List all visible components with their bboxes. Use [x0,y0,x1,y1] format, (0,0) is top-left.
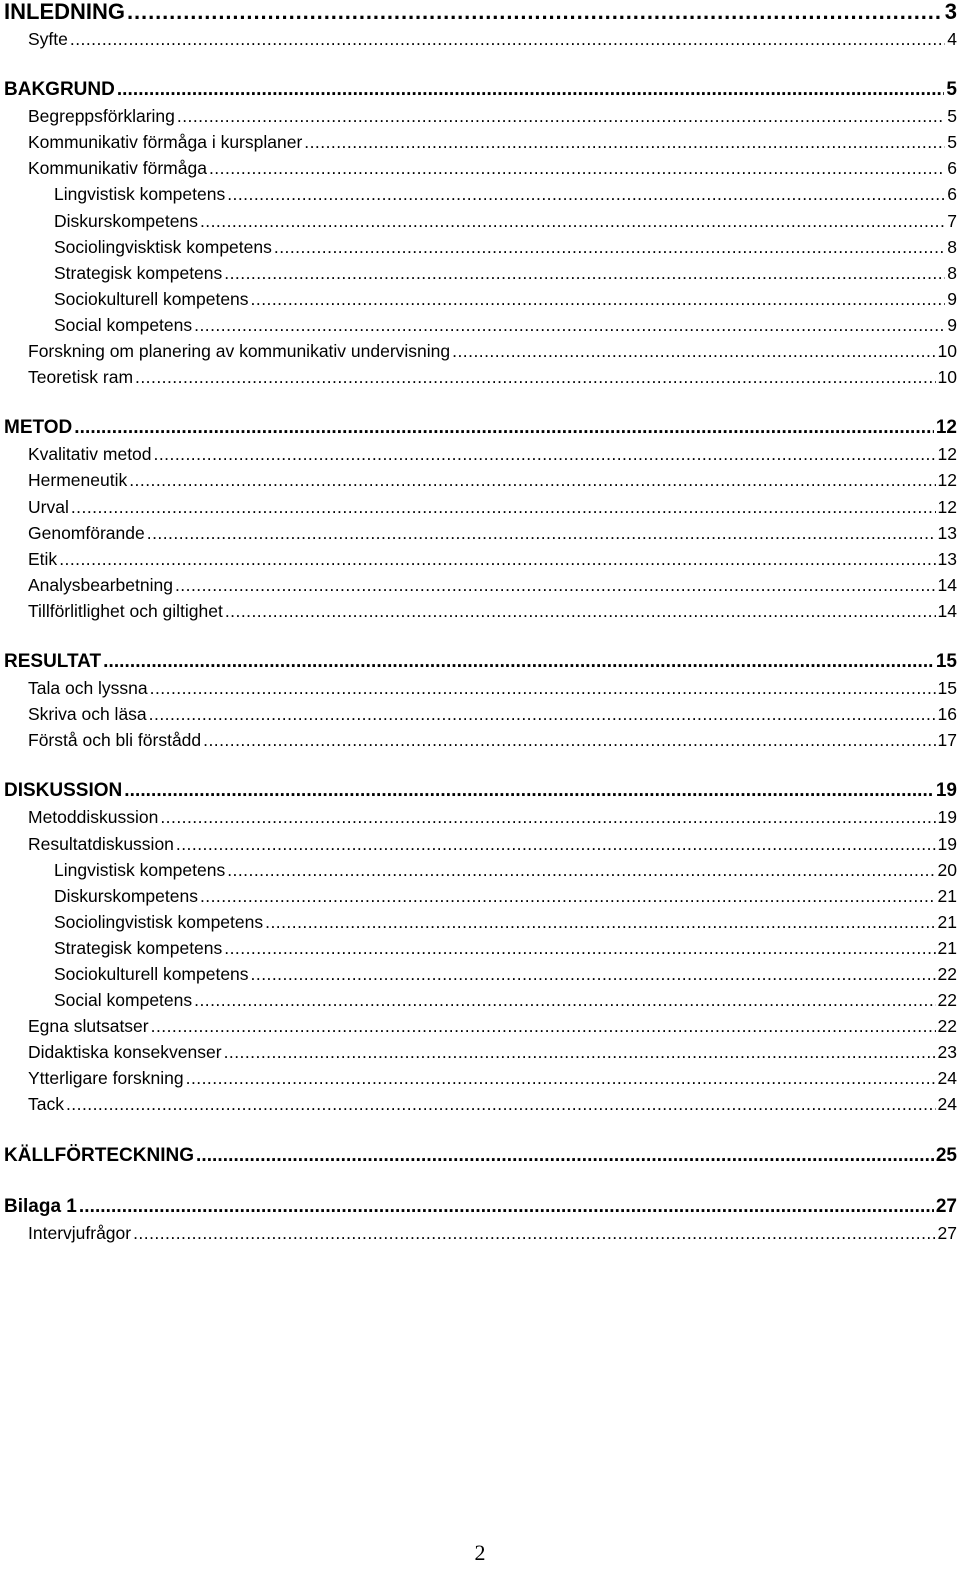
toc-dot-leader [251,961,936,987]
toc-entry[interactable] [4,103,957,129]
toc-entry[interactable] [4,441,957,467]
toc-entry-label: Tack [28,1094,64,1115]
toc-dot-leader [194,987,935,1013]
toc-entry-label: RESULTAT [4,650,102,672]
toc-entry-label: KÄLLFÖRTECKNING [4,1144,194,1166]
toc-entry-label: Lingvistisk kompetens [54,184,226,205]
toc-entry-page: 22 [937,964,957,984]
toc-entry-label: Sociolingvistisk kompetens [54,911,264,932]
toc-entry[interactable] [4,961,957,987]
toc-entry[interactable] [4,598,957,624]
toc-dot-leader [154,441,936,467]
toc-entry-label: Sociokulturell kompetens [54,964,249,984]
toc-entry-label: Lingvistisk kompetens [54,859,226,880]
toc-entry[interactable] [4,260,957,286]
toc-entry-page: 5 [947,132,957,153]
toc-entry[interactable] [4,364,957,390]
toc-entry-label: Social kompetens [54,314,193,335]
toc-dot-leader [186,1065,936,1091]
toc-entry[interactable] [4,831,957,857]
toc-entry-page: 21 [937,937,957,958]
toc-dot-leader [71,494,936,520]
toc-entry-label: BAKGRUND [4,79,115,101]
toc-dot-leader [133,1220,935,1246]
toc-dot-leader [127,0,943,24]
toc-entry-label: DISKUSSION [4,780,123,802]
toc-dot-leader [150,675,936,701]
toc-entry-page: 15 [937,678,957,699]
toc-entry-page: 14 [937,574,957,595]
toc-entry-page: 25 [935,1144,957,1166]
toc-entry[interactable] [4,286,957,312]
toc-dot-leader [200,208,945,234]
toc-entry-label: Etik [28,548,58,569]
toc-dot-leader [151,1013,936,1039]
toc-entry-label: Tillförlitlighet och giltighet [28,600,223,621]
toc-entry-label: INLEDNING [4,0,125,24]
toc-entry-page: 16 [937,704,957,725]
toc-dot-leader [304,129,945,155]
toc-entry-label: Egna slutsatser [28,1016,149,1037]
toc-entry-page: 21 [937,885,957,906]
toc-entry-page: 15 [935,650,957,672]
toc-entry[interactable] [4,77,957,103]
toc-dot-leader [175,572,936,598]
toc-entry[interactable] [4,1039,957,1065]
toc-entry-label: Syfte [28,29,68,49]
toc-dot-leader [59,546,935,572]
toc-entry[interactable] [4,494,957,520]
toc-dot-leader [124,778,934,804]
toc-dot-leader [149,701,936,727]
toc-entry-page: 27 [937,1222,957,1243]
toc-entry-label: Begreppsförklaring [28,106,175,127]
toc-entry-page: 3 [944,0,957,24]
toc-entry[interactable] [4,1143,957,1169]
toc-entry-page: 5 [946,79,957,101]
toc-entry-page: 12 [937,496,957,517]
toc-entry[interactable] [4,1194,957,1220]
toc-entry[interactable] [4,727,957,753]
toc-dot-leader [66,1091,936,1117]
toc-dot-leader [227,857,935,883]
toc-entry-page: 12 [935,417,957,439]
toc-entry-label: Genomförande [28,522,145,543]
toc-entry-label: Bilaga 1 [4,1195,77,1217]
toc-entry[interactable] [4,701,957,727]
toc-dot-leader [176,831,936,857]
toc-entry-page: 13 [937,522,957,543]
toc-entry[interactable] [4,181,957,207]
toc-dot-leader [135,364,936,390]
toc-entry-page: 22 [937,1016,957,1037]
toc-entry-label: Analysbearbetning [28,574,173,595]
toc-entry[interactable] [4,312,957,338]
toc-entry[interactable] [4,155,957,181]
toc-entry-label: Diskurskompetens [54,885,198,906]
toc-entry[interactable] [4,546,957,572]
toc-entry-page: 10 [937,341,957,362]
toc-entry-page: 4 [947,29,957,49]
toc-dot-leader [160,804,935,830]
toc-entry[interactable] [4,675,957,701]
table-of-contents [4,0,957,1246]
toc-dot-leader [74,415,934,441]
toc-entry[interactable] [4,415,957,441]
toc-entry-label: Kommunikativ förmåga i kursplaner [28,132,303,153]
toc-dot-leader [200,883,936,909]
toc-entry-label: Metoddiskussion [28,807,159,828]
toc-dot-leader [129,467,935,493]
toc-entry-label: Sociokulturell kompetens [54,288,249,309]
toc-entry[interactable] [4,1091,957,1117]
toc-entry-page: 14 [937,600,957,621]
toc-entry[interactable] [4,208,957,234]
toc-entry-label: Strategisk kompetens [54,937,223,958]
toc-dot-leader [251,286,946,312]
toc-entry-page: 19 [937,807,957,828]
toc-entry-page: 22 [937,990,957,1011]
toc-entry-page: 17 [937,730,957,751]
toc-entry-label: Skriva och läsa [28,704,147,725]
toc-entry-page: 8 [947,262,957,283]
toc-entry[interactable] [4,1013,957,1039]
toc-dot-leader [147,520,936,546]
toc-entry[interactable] [4,129,957,155]
toc-entry-label: METOD [4,417,73,439]
toc-dot-leader [196,1143,934,1169]
toc-dot-leader [225,598,936,624]
toc-entry-page: 19 [937,833,957,854]
toc-entry[interactable] [4,572,957,598]
toc-entry-page: 12 [937,444,957,465]
toc-entry-label: Sociolingvisktisk kompetens [54,236,272,257]
toc-entry-page: 13 [937,548,957,569]
toc-entry-label: Tala och lyssna [28,678,148,699]
toc-entry[interactable] [4,0,957,26]
toc-entry[interactable] [4,778,957,804]
toc-entry[interactable] [4,1065,957,1091]
toc-entry-page: 10 [937,367,957,388]
page-number: 2 [474,1540,486,1565]
toc-entry-page: 19 [935,780,957,802]
toc-entry[interactable] [4,649,957,675]
toc-entry-page: 24 [937,1068,957,1089]
toc-dot-leader [224,935,935,961]
toc-entry-label: Ytterligare forskning [28,1068,184,1089]
toc-entry-label: Resultatdiskussion [28,833,174,854]
toc-entry-label: Diskurskompetens [54,210,198,231]
toc-entry-page: 6 [947,158,957,179]
toc-dot-leader [209,155,945,181]
toc-entry-page: 6 [947,184,957,205]
toc-entry-label: Urval [28,496,69,517]
toc-entry[interactable] [4,234,957,260]
toc-entry-page: 9 [947,288,957,309]
toc-entry-page: 27 [935,1195,957,1217]
toc-entry-page: 24 [937,1094,957,1115]
toc-entry[interactable] [4,987,957,1013]
toc-dot-leader [274,234,945,260]
toc-entry-page: 12 [937,470,957,491]
toc-dot-leader [224,1039,936,1065]
toc-entry[interactable] [4,857,957,883]
toc-dot-leader [117,77,945,103]
toc-dot-leader [452,338,935,364]
toc-entry-label: Kommunikativ förmåga [28,158,207,179]
toc-entry-label: Kvalitativ metod [28,444,152,465]
toc-entry-page: 23 [937,1042,957,1063]
toc-dot-leader [224,260,945,286]
toc-dot-leader [227,181,945,207]
toc-dot-leader [79,1194,934,1220]
toc-entry[interactable] [4,883,957,909]
toc-entry-label: Strategisk kompetens [54,262,223,283]
toc-entry-label: Forskning om planering av kommunikativ undervisning [28,341,451,362]
toc-dot-leader [203,727,935,753]
toc-entry-label: Didaktiska konsekvenser [28,1042,222,1063]
toc-dot-leader [70,26,945,52]
toc-entry-label: Hermeneutik [28,470,128,491]
toc-entry[interactable] [4,26,957,52]
toc-entry[interactable] [4,804,957,830]
toc-entry-page: 9 [947,314,957,335]
toc-dot-leader [177,103,945,129]
toc-entry-label: Teoretisk ram [28,367,134,388]
toc-entry[interactable] [4,467,957,493]
toc-dot-leader [194,312,945,338]
toc-dot-leader [103,649,934,675]
toc-entry[interactable] [4,338,957,364]
toc-entry-page: 21 [937,911,957,932]
toc-entry[interactable] [4,935,957,961]
toc-entry-page: 8 [947,236,957,257]
toc-entry[interactable] [4,909,957,935]
toc-dot-leader [265,909,935,935]
toc-entry[interactable] [4,1220,957,1246]
toc-entry-page: 5 [947,106,957,127]
toc-entry-label: Social kompetens [54,990,193,1011]
toc-entry-label: Intervjufrågor [28,1222,132,1243]
toc-entry-label: Förstå och bli förstådd [28,730,202,751]
toc-entry-page: 7 [947,210,957,231]
toc-entry[interactable] [4,520,957,546]
toc-entry-page: 20 [937,859,957,880]
